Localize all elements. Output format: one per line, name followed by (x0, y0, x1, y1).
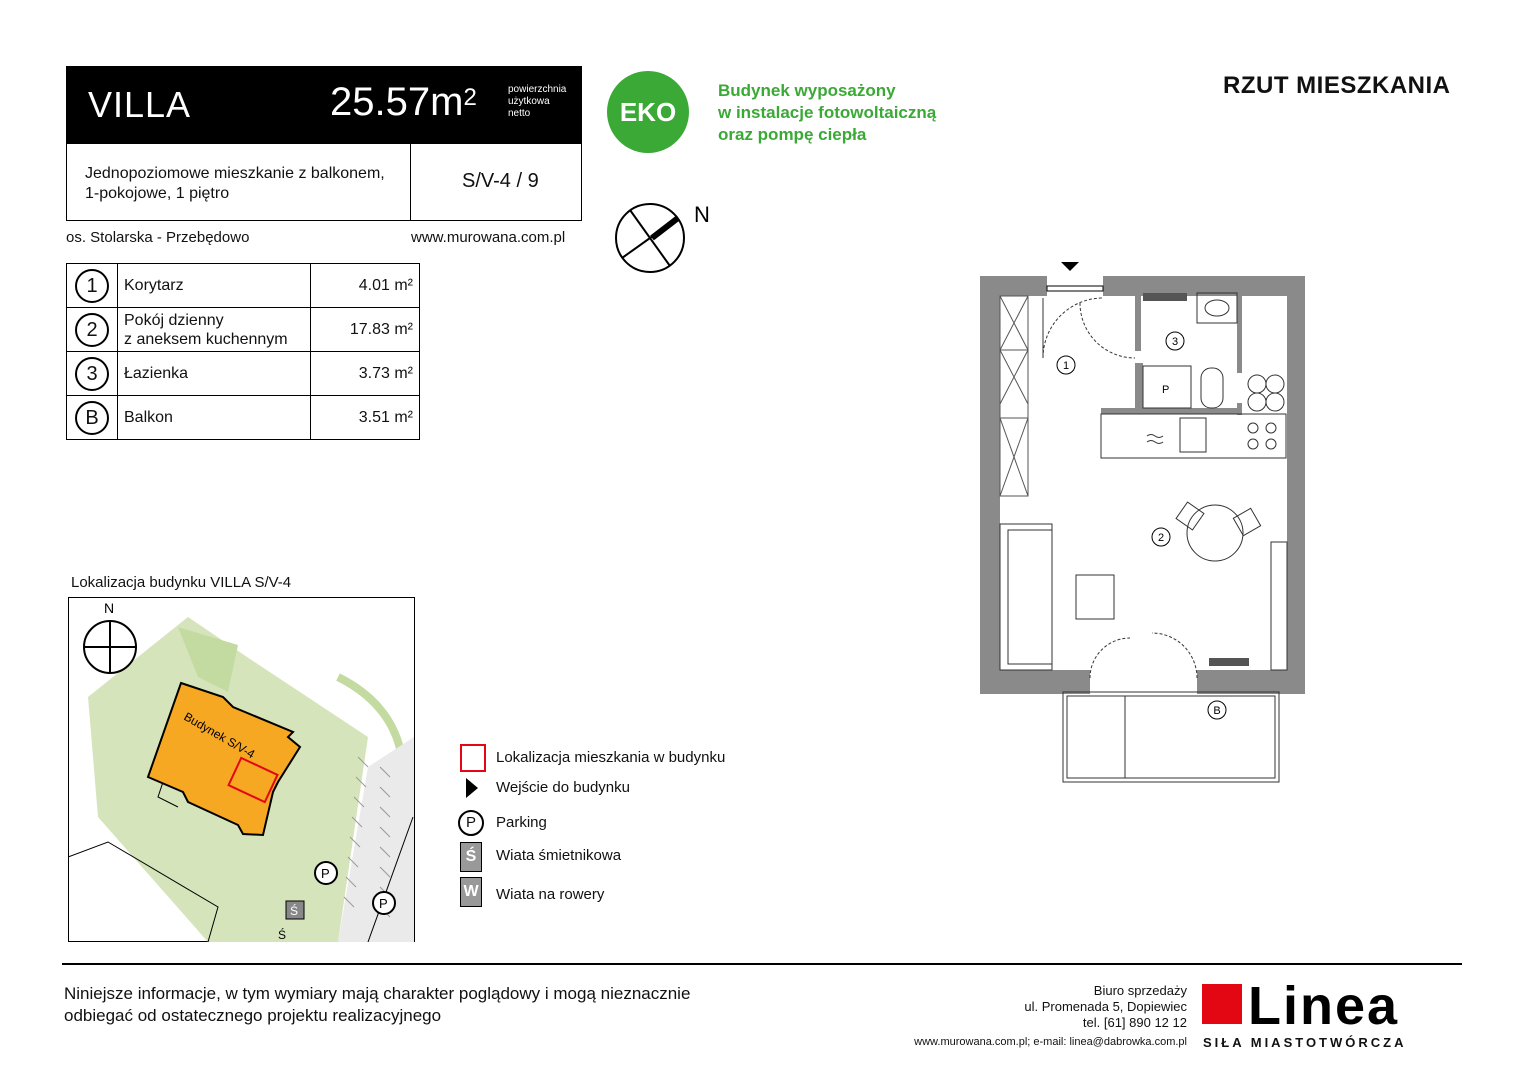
room-number: B (75, 401, 109, 435)
room-label-2: z aneksem kuchennym (124, 330, 288, 348)
linea-logo (1200, 980, 1462, 1032)
room-number: 2 (75, 313, 109, 347)
brand-tagline: SIŁA MIASTOTWÓRCZA (1203, 1035, 1407, 1050)
room-area: 3.73 m² (311, 352, 420, 396)
office-phone: tel. [61] 890 12 12 (1082, 1015, 1187, 1030)
parking-icon: P (321, 866, 330, 881)
entrance-arrow-icon (1061, 262, 1079, 271)
legend-apartment-icon (460, 744, 486, 772)
apartment-description (85, 164, 385, 204)
office-title: Biuro sprzedaży (1093, 983, 1187, 998)
plan-label-1: 1 (1062, 360, 1070, 372)
footer-divider (62, 963, 1462, 965)
wardrobe (1000, 296, 1028, 496)
apartment-area (330, 80, 477, 125)
apartment-header (66, 66, 582, 144)
eko-line-3: oraz pompę ciepła (718, 125, 867, 144)
legend-apartment: Lokalizacja mieszkania w budynku (496, 749, 726, 766)
eko-text (718, 80, 936, 146)
site-map (68, 597, 415, 942)
room-area: 17.83 m² (311, 308, 420, 352)
eko-badge: EKO (607, 71, 689, 153)
room-label: Łazienka (124, 365, 189, 382)
room-area: 3.51 m² (311, 396, 420, 440)
plan-title: RZUT MIESZKANIA (1223, 72, 1451, 99)
table-row (67, 396, 420, 440)
brand-name: Linea (1248, 980, 1400, 1032)
contact-info[interactable]: www.murowana.com.pl; e-mail: linea@dabrowka.com.pl (914, 1036, 1187, 1048)
office-address: ul. Promenada 5, Dopiewiec (1024, 999, 1187, 1014)
table-row (67, 264, 420, 308)
info-divider (410, 144, 411, 220)
area-sub-3: netto (508, 108, 531, 119)
estate-name: os. Stolarska - Przebędowo (66, 229, 250, 246)
building-name: VILLA (88, 84, 192, 125)
site-map-title: Lokalizacja budynku VILLA S/V-4 (71, 574, 292, 591)
plan-label-b: B (1213, 705, 1221, 717)
rooms-table (66, 263, 420, 440)
plan-label-2: 2 (1157, 532, 1165, 544)
apartment-code: S/V-4 / 9 (462, 170, 539, 192)
plan-label-3: 3 (1171, 336, 1179, 348)
area-value: 25.57 (330, 80, 431, 124)
description-line-2: 1-pokojowe, 1 piętro (85, 185, 230, 202)
website-link[interactable]: www.murowana.com.pl (411, 229, 566, 246)
trash-icon: Ś (290, 904, 299, 918)
table-row (67, 308, 420, 352)
area-unit-sup: 2 (463, 84, 477, 111)
area-sub-2: użytkowa (508, 96, 550, 107)
room-number: 3 (75, 357, 109, 391)
sales-office (1024, 983, 1187, 1031)
legend-trash-icon: Ś (460, 842, 482, 872)
area-unit: m (430, 80, 464, 124)
room-area: 4.01 m² (311, 264, 420, 308)
floor-plan (975, 258, 1315, 788)
plan-label-p: P (1162, 384, 1170, 396)
legend-trash: Wiata śmietnikowa (496, 847, 622, 864)
room-label: Balkon (124, 409, 173, 426)
area-description (508, 84, 566, 120)
eko-line-1: Budynek wyposażony (718, 81, 896, 100)
disclaimer-line-1: Niniejsze informacje, w tym wymiary mają charakter poglądowy i mogą nieznacznie (64, 984, 691, 1003)
area-sub-1: powierzchnia (508, 84, 567, 95)
legend-parking-icon: P (458, 810, 484, 836)
legend-bike-icon: W (460, 877, 482, 907)
legend-bike: Wiata na rowery (496, 886, 605, 903)
apartment-info-box (66, 144, 582, 221)
legend-entrance: Wejście do budynku (496, 779, 630, 796)
room-number: 1 (75, 269, 109, 303)
table-row (67, 352, 420, 396)
eko-line-2: w instalacje fotowoltaiczną (718, 103, 937, 122)
compass-north-label: N (694, 202, 710, 227)
room-label: Pokój dzienny (124, 311, 224, 329)
compass-icon (612, 200, 722, 276)
disclaimer-line-2: odbiegać od ostatecznego projektu realizacyjnego (64, 1006, 442, 1025)
disclaimer (64, 983, 690, 1027)
walls (980, 276, 1305, 694)
parking-icon: P (379, 896, 388, 911)
site-north-label: N (104, 600, 115, 616)
trash-icon: Ś (278, 928, 287, 942)
building-label: Budynek S/V-4 (181, 709, 258, 762)
legend-entrance-icon (462, 776, 482, 800)
room-label: Korytarz (124, 277, 184, 294)
legend-parking: Parking (496, 814, 547, 831)
description-line-1: Jednopoziomowe mieszkanie z balkonem, (85, 165, 385, 182)
